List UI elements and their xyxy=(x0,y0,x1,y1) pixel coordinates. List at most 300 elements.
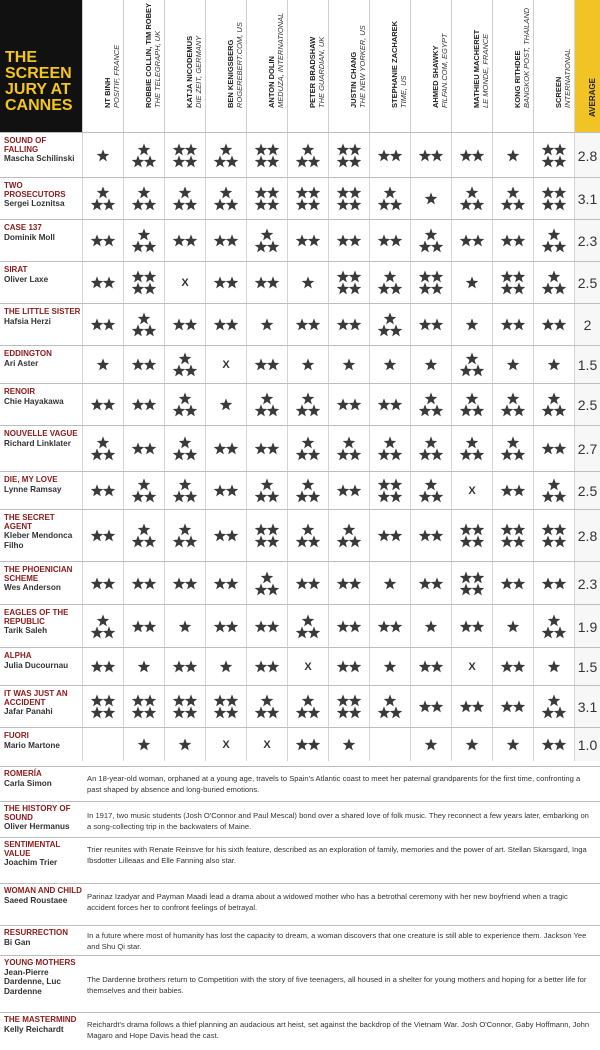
star-icon xyxy=(132,694,145,706)
rating-cell xyxy=(451,178,492,220)
star-icon xyxy=(296,577,309,589)
star-icon xyxy=(554,240,567,252)
star-icon xyxy=(185,706,198,718)
star-icon xyxy=(460,583,473,595)
star-icon xyxy=(220,660,233,672)
star-icon xyxy=(425,392,438,404)
star-icon xyxy=(378,398,391,410)
rating-cell xyxy=(246,304,287,346)
stars-2-icon xyxy=(336,614,362,640)
star-icon xyxy=(501,484,514,496)
stars-3-icon xyxy=(90,614,116,640)
description-label xyxy=(4,770,84,788)
film-label xyxy=(4,652,82,670)
star-icon xyxy=(472,364,485,376)
star-icon xyxy=(226,694,239,706)
star-icon xyxy=(431,270,444,282)
star-icon xyxy=(501,318,514,330)
description-row xyxy=(0,955,600,1012)
star-icon xyxy=(513,700,526,712)
star-icon xyxy=(267,155,280,167)
star-icon xyxy=(472,535,485,547)
description-text: In a future where most of humanity has lost the capacity to dream, a woman discovers that one creature is still able to experience them. Jackson Yee and Shu Qi star. xyxy=(87,931,587,951)
rating-cell xyxy=(533,178,574,220)
film-label xyxy=(4,609,82,636)
star-icon xyxy=(226,276,239,288)
rating-cell xyxy=(164,262,205,304)
star-icon xyxy=(548,660,561,672)
average-label: AVERAGE xyxy=(587,78,597,117)
star-icon xyxy=(542,282,555,294)
stars-4-icon xyxy=(172,694,198,720)
rating-cell xyxy=(410,133,451,178)
star-icon xyxy=(460,448,473,460)
stars-3-icon xyxy=(131,228,157,254)
rating-cell xyxy=(82,728,123,761)
stars-3-icon xyxy=(131,186,157,212)
rating-cell xyxy=(123,562,164,605)
star-icon xyxy=(378,620,391,632)
stars-2-icon xyxy=(213,228,239,254)
stars-3-icon xyxy=(295,436,321,462)
rating-cell xyxy=(328,562,369,605)
film-director: Sergei Loznitsa xyxy=(4,199,65,208)
rating-cell xyxy=(123,346,164,384)
star-icon xyxy=(507,358,520,370)
film-label xyxy=(4,266,82,284)
rating-cell xyxy=(123,648,164,686)
star-icon xyxy=(302,614,315,626)
star-icon xyxy=(548,478,561,490)
star-icon xyxy=(460,700,473,712)
stars-3-icon xyxy=(172,523,198,549)
star-icon xyxy=(91,484,104,496)
rating-cell xyxy=(369,178,410,220)
stars-4-icon xyxy=(254,186,280,212)
stars-4-icon xyxy=(541,523,567,549)
rating-cell xyxy=(369,346,410,384)
star-icon xyxy=(103,706,116,718)
star-icon xyxy=(103,398,116,410)
rating-cell xyxy=(451,728,492,761)
star-icon xyxy=(97,358,110,370)
critic-publication: MEDUZA, INTERNATIONAL xyxy=(276,12,285,108)
stars-1-icon xyxy=(213,654,239,680)
star-icon xyxy=(466,738,479,750)
stars-2-icon xyxy=(377,143,403,169)
critic-name: PETER BRADSHAW xyxy=(308,36,317,108)
stars-1-icon xyxy=(459,270,485,296)
star-icon xyxy=(226,529,239,541)
stars-2-icon xyxy=(131,436,157,462)
star-icon xyxy=(460,620,473,632)
star-icon xyxy=(378,198,391,210)
rating-cell xyxy=(287,346,328,384)
title-line: SCREEN xyxy=(5,65,72,82)
rating-cell xyxy=(369,133,410,178)
star-icon xyxy=(390,198,403,210)
star-icon xyxy=(308,738,321,750)
film-director: Julia Ducournau xyxy=(4,660,69,670)
star-icon xyxy=(226,234,239,246)
star-icon xyxy=(507,149,520,161)
star-icon xyxy=(132,198,145,210)
star-icon xyxy=(337,535,350,547)
stars-2-icon xyxy=(500,571,526,597)
star-icon xyxy=(460,234,473,246)
star-icon xyxy=(308,448,321,460)
star-icon xyxy=(349,577,362,589)
description-director: Joachim Trier xyxy=(4,858,58,867)
rating-cell xyxy=(328,262,369,304)
description-text: The Dardenne brothers return to Competition with the story of five teenagers, all housed in a shelter for young mothers and hoping for a better life for themselves and their babies. xyxy=(87,975,587,995)
rating-cell xyxy=(533,262,574,304)
stars-2-icon xyxy=(377,523,403,549)
star-icon xyxy=(472,198,485,210)
star-icon xyxy=(542,535,555,547)
rating-cell xyxy=(410,472,451,510)
rating-cell xyxy=(410,346,451,384)
star-icon xyxy=(378,149,391,161)
star-icon xyxy=(103,577,116,589)
rating-cell xyxy=(451,472,492,510)
star-icon xyxy=(103,234,116,246)
stars-3-icon xyxy=(295,143,321,169)
star-icon xyxy=(132,282,145,294)
rating-cell xyxy=(492,262,533,304)
average-score: 3.1 xyxy=(574,178,600,220)
star-icon xyxy=(296,738,309,750)
rating-cell xyxy=(205,220,246,262)
rating-cell xyxy=(246,472,287,510)
stars-2-icon xyxy=(418,312,444,338)
critic-publication: THE NEW YORKER, US xyxy=(358,25,367,108)
star-icon xyxy=(513,282,526,294)
star-icon xyxy=(343,436,356,448)
stars-4-icon xyxy=(131,694,157,720)
film-label xyxy=(4,350,82,368)
star-icon xyxy=(390,398,403,410)
star-icon xyxy=(390,234,403,246)
star-icon xyxy=(103,276,116,288)
star-icon xyxy=(419,448,432,460)
star-icon xyxy=(501,404,514,416)
stars-2-icon xyxy=(541,732,567,758)
rating-cell xyxy=(492,178,533,220)
star-icon xyxy=(466,352,479,364)
star-icon xyxy=(302,694,315,706)
star-icon xyxy=(132,442,145,454)
description-director: Jean-Pierre Dardenne, Luc Dardenne xyxy=(4,967,61,996)
critic-publication: THE TELEGRAPH, UK xyxy=(153,30,162,108)
critic-name: KATJA NICODEMUS xyxy=(185,35,194,108)
stars-3-icon xyxy=(172,352,198,378)
star-icon xyxy=(419,700,432,712)
star-icon xyxy=(97,614,110,626)
stars-3-icon xyxy=(541,694,567,720)
star-icon xyxy=(255,660,268,672)
star-icon xyxy=(425,620,438,632)
stars-3-icon xyxy=(131,143,157,169)
stars-2-icon xyxy=(213,312,239,338)
star-icon xyxy=(507,186,520,198)
star-icon xyxy=(296,535,309,547)
star-icon xyxy=(144,155,157,167)
star-icon xyxy=(255,276,268,288)
star-icon xyxy=(296,706,309,718)
star-icon xyxy=(296,448,309,460)
star-icon xyxy=(255,442,268,454)
rating-x-mark: X xyxy=(468,661,476,673)
stars-1-icon xyxy=(541,352,567,378)
rating-cell xyxy=(82,220,123,262)
rating-cell xyxy=(287,133,328,178)
rating-x-mark: X xyxy=(304,661,312,673)
star-icon xyxy=(343,523,356,535)
rating-cell xyxy=(205,562,246,605)
star-icon xyxy=(419,577,432,589)
stars-3-icon xyxy=(541,478,567,504)
critic-name: MATHIEU MACHERET xyxy=(472,29,481,108)
star-icon xyxy=(425,228,438,240)
star-icon xyxy=(185,535,198,547)
rating-cell xyxy=(82,510,123,562)
star-icon xyxy=(226,442,239,454)
rating-cell xyxy=(410,220,451,262)
rating-cell xyxy=(205,510,246,562)
film-director: Kleber Mendonca Filho xyxy=(4,531,73,550)
rating-cell xyxy=(328,133,369,178)
stars-2-icon xyxy=(254,614,280,640)
film-row xyxy=(0,685,600,727)
star-icon xyxy=(214,155,227,167)
rating-cell xyxy=(123,262,164,304)
stars-1-icon xyxy=(500,352,526,378)
stars-2-icon xyxy=(336,228,362,254)
critic-header xyxy=(369,0,410,132)
rating-cell xyxy=(287,262,328,304)
star-icon xyxy=(267,583,280,595)
star-icon xyxy=(513,404,526,416)
average-score: 1.5 xyxy=(574,346,600,384)
star-icon xyxy=(349,318,362,330)
description-label xyxy=(4,959,84,996)
star-icon xyxy=(296,186,309,198)
rating-cell xyxy=(246,426,287,472)
film-title: SOUND OF FALLING xyxy=(4,136,47,154)
rating-cell xyxy=(82,262,123,304)
star-icon xyxy=(173,490,186,502)
rating-x-mark: X xyxy=(181,277,189,289)
star-icon xyxy=(378,529,391,541)
title-line: CANNES xyxy=(5,97,73,114)
rating-cell xyxy=(328,510,369,562)
stars-3-icon xyxy=(295,478,321,504)
rating-x-mark: X xyxy=(222,738,230,751)
average-score: 1.5 xyxy=(574,648,600,686)
stars-2-icon xyxy=(459,614,485,640)
critic-header-text xyxy=(308,0,326,108)
stars-3-icon xyxy=(254,478,280,504)
rating-cell xyxy=(82,686,123,728)
star-icon xyxy=(138,228,151,240)
rating-cell xyxy=(410,384,451,426)
star-icon xyxy=(296,234,309,246)
rating-cell xyxy=(205,426,246,472)
star-icon xyxy=(255,155,268,167)
star-icon xyxy=(513,577,526,589)
stars-2-icon xyxy=(213,571,239,597)
description-title: THE MASTERMIND xyxy=(4,1015,77,1024)
star-icon xyxy=(460,535,473,547)
critic-header xyxy=(164,0,205,132)
star-icon xyxy=(185,143,198,155)
stars-2-icon xyxy=(90,312,116,338)
description-director: Carla Simon xyxy=(4,778,52,788)
star-icon xyxy=(91,276,104,288)
stars-2-icon xyxy=(213,270,239,296)
description-title: YOUNG MOTHERS xyxy=(4,958,76,967)
star-icon xyxy=(554,186,567,198)
average-score: 1.0 xyxy=(574,728,600,761)
star-icon xyxy=(91,318,104,330)
description-text: Reichardt's drama follows a thief planning an audacious art heist, set against the backdrop of the Vietnam War. Josh O'Connor, Gaby Hoffmann, John Magaro and Hope Davis head the cast. xyxy=(87,1020,590,1040)
star-icon xyxy=(103,529,116,541)
stars-4-icon xyxy=(336,270,362,296)
rating-cell xyxy=(369,562,410,605)
star-icon xyxy=(554,738,567,750)
rating-cell xyxy=(328,686,369,728)
star-icon xyxy=(267,358,280,370)
rating-cell xyxy=(287,562,328,605)
star-icon xyxy=(302,523,315,535)
star-icon xyxy=(472,149,485,161)
rating-cell xyxy=(533,346,574,384)
stars-3-icon xyxy=(295,614,321,640)
rating-cell xyxy=(287,605,328,648)
star-icon xyxy=(542,155,555,167)
star-icon xyxy=(185,577,198,589)
stars-3-icon xyxy=(254,694,280,720)
star-icon xyxy=(554,143,567,155)
rating-cell xyxy=(164,562,205,605)
average-score: 2.8 xyxy=(574,133,600,178)
star-icon xyxy=(507,436,520,448)
rating-cell xyxy=(451,262,492,304)
rating-cell xyxy=(246,648,287,686)
stars-2-icon xyxy=(295,312,321,338)
stars-2-icon xyxy=(90,270,116,296)
stars-1-icon xyxy=(418,732,444,758)
description-director: Kelly Reichardt xyxy=(4,1024,64,1034)
star-icon xyxy=(185,198,198,210)
stars-3-icon xyxy=(131,523,157,549)
rating-cell xyxy=(369,510,410,562)
star-icon xyxy=(103,694,116,706)
star-icon xyxy=(173,448,186,460)
stars-1-icon xyxy=(336,732,362,758)
star-icon xyxy=(419,270,432,282)
critic-header xyxy=(205,0,246,132)
rating-cell xyxy=(492,605,533,648)
star-icon xyxy=(226,155,239,167)
star-icon xyxy=(267,276,280,288)
star-icon xyxy=(337,620,350,632)
star-icon xyxy=(103,484,116,496)
rating-cell xyxy=(123,426,164,472)
star-icon xyxy=(138,143,151,155)
film-row xyxy=(0,345,600,383)
star-icon xyxy=(384,312,397,324)
rating-cell xyxy=(410,648,451,686)
film-director: Hafsia Herzi xyxy=(4,316,51,326)
rating-cell xyxy=(246,686,287,728)
star-icon xyxy=(173,364,186,376)
star-icon xyxy=(384,270,397,282)
stars-1-icon xyxy=(336,352,362,378)
rating-cell xyxy=(287,220,328,262)
critic-header xyxy=(533,0,574,132)
star-icon xyxy=(296,404,309,416)
star-icon xyxy=(390,149,403,161)
star-icon xyxy=(378,706,391,718)
star-icon xyxy=(173,694,186,706)
stars-4-icon xyxy=(254,143,280,169)
stars-3-icon xyxy=(131,478,157,504)
star-icon xyxy=(419,404,432,416)
description-row xyxy=(0,801,600,837)
star-icon xyxy=(103,626,116,638)
star-icon xyxy=(460,404,473,416)
star-icon xyxy=(431,700,444,712)
stars-2-icon xyxy=(418,654,444,680)
critic-header-text xyxy=(349,0,367,108)
star-icon xyxy=(472,404,485,416)
star-icon xyxy=(472,523,485,535)
star-icon xyxy=(466,392,479,404)
critic-publication: THE GUARDIAN, UK xyxy=(317,36,326,108)
rating-cell xyxy=(287,472,328,510)
star-icon xyxy=(390,282,403,294)
star-icon xyxy=(308,535,321,547)
stars-2-icon xyxy=(459,694,485,720)
stars-2-icon xyxy=(295,228,321,254)
star-icon xyxy=(255,523,268,535)
rating-cell xyxy=(492,686,533,728)
star-icon xyxy=(378,324,391,336)
rating-cell xyxy=(533,728,574,761)
star-icon xyxy=(378,478,391,490)
rating-cell xyxy=(287,686,328,728)
critic-name: BEN KENIGSBERG xyxy=(226,39,235,108)
rating-cell xyxy=(123,510,164,562)
stars-2-icon xyxy=(254,352,280,378)
star-icon xyxy=(431,282,444,294)
rating-cell xyxy=(451,686,492,728)
star-icon xyxy=(144,324,157,336)
stars-3-icon xyxy=(90,436,116,462)
star-icon xyxy=(460,149,473,161)
rating-cell xyxy=(533,384,574,426)
star-icon xyxy=(103,198,116,210)
rating-cell xyxy=(205,262,246,304)
star-icon xyxy=(419,318,432,330)
star-icon xyxy=(91,234,104,246)
star-icon xyxy=(132,535,145,547)
rating-cell xyxy=(410,304,451,346)
star-icon xyxy=(337,577,350,589)
average-score: 2 xyxy=(574,304,600,346)
